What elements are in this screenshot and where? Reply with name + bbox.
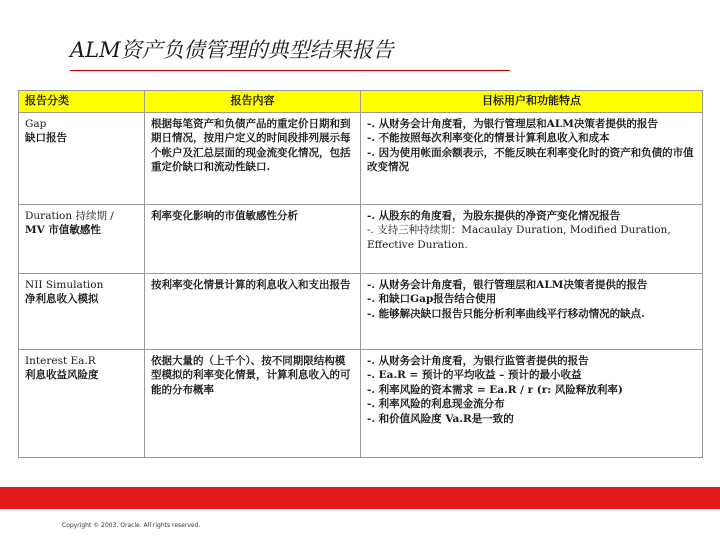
table-row	[19, 349, 703, 457]
content-cell: 利率变化影响的市值敏感性分析	[145, 204, 361, 273]
feature-line: -. Ea.R = 预计的平均收益 – 预计的最小收益	[367, 369, 582, 381]
feature-line: -. 从财务会计角度看，银行管理层和ALM决策者提供的报告	[367, 278, 648, 291]
title-underline	[70, 70, 510, 71]
feature-line: -. 利率风险的利息现金流分布	[367, 398, 505, 410]
category-cn: 利息收益风险度	[25, 369, 99, 381]
feature-line: -. 从财务会计角度看，为银行管理层和ALM决策者提供的报告	[367, 117, 658, 130]
category-en: NII Simulation	[25, 278, 104, 291]
category-cell	[19, 273, 145, 349]
header-category: 报告分类	[19, 91, 145, 113]
copyright-notice: Copyright © 2003, Oracle. All rights reserved.	[62, 522, 201, 529]
feature-line: -. 不能按照每次利率变化的情景计算利息收入和成本	[367, 132, 610, 144]
footer-accent-bar	[0, 487, 720, 509]
category-en: Gap	[25, 117, 47, 130]
content-cell: 依据大量的（上千个）、按不同期限结构模型模拟的利率变化情景，计算利息收入的可能的分布概率	[145, 349, 361, 457]
features-cell	[361, 112, 703, 204]
content-cell: 根据每笔资产和负债产品的重定价日期和到期日情况，按用户定义的时间段排列展示每个帐户及汇总层面的现金流变化情况，包括重定价缺口和流动性缺口.	[145, 112, 361, 204]
header-content: 报告内容	[145, 91, 361, 113]
category-cn: MV 市值敏感性	[25, 224, 101, 236]
feature-line: -. 从财务会计角度看，为银行监管者提供的报告	[367, 354, 589, 367]
category-cell	[19, 204, 145, 273]
category-cn: 缺口报告	[25, 132, 67, 144]
page-title: ALM资产负债管理的典型结果报告	[70, 38, 394, 62]
report-table	[18, 90, 703, 458]
feature-line: -. 从股东的角度看，为股东提供的净资产变化情况报告	[367, 209, 621, 222]
category-cell	[19, 349, 145, 457]
table-row	[19, 273, 703, 349]
feature-line: -. 和缺口Gap报告结合使用	[367, 293, 497, 305]
feature-line: -. 因为使用帐面余额表示，不能反映在利率变化时的资产和负债的市值改变情况	[367, 146, 694, 173]
category-en: Duration 持续期 /	[25, 209, 114, 222]
table-row	[19, 112, 703, 204]
category-en: Interest Ea.R	[25, 354, 96, 367]
content-cell: 按利率变化情景计算的利息收入和支出报告	[145, 273, 361, 349]
category-cell	[19, 112, 145, 204]
features-cell	[361, 273, 703, 349]
table-header-row	[19, 91, 703, 113]
feature-line: -. 支持三种持续期：Macaulay Duration, Modified Duration, Effective Duration.	[367, 224, 671, 251]
feature-line: -. 和价值风险度 Va.R是一致的	[367, 412, 514, 425]
table-row	[19, 204, 703, 273]
features-cell	[361, 349, 703, 457]
features-cell	[361, 204, 703, 273]
feature-line: -. 能够解决缺口报告只能分析利率曲线平行移动情况的缺点.	[367, 307, 645, 320]
header-features: 目标用户和功能特点	[361, 91, 703, 113]
category-cn: 净利息收入模拟	[25, 293, 99, 305]
feature-line: -. 利率风险的资本需求 = Ea.R / r (r: 风险释放利率)	[367, 383, 623, 396]
